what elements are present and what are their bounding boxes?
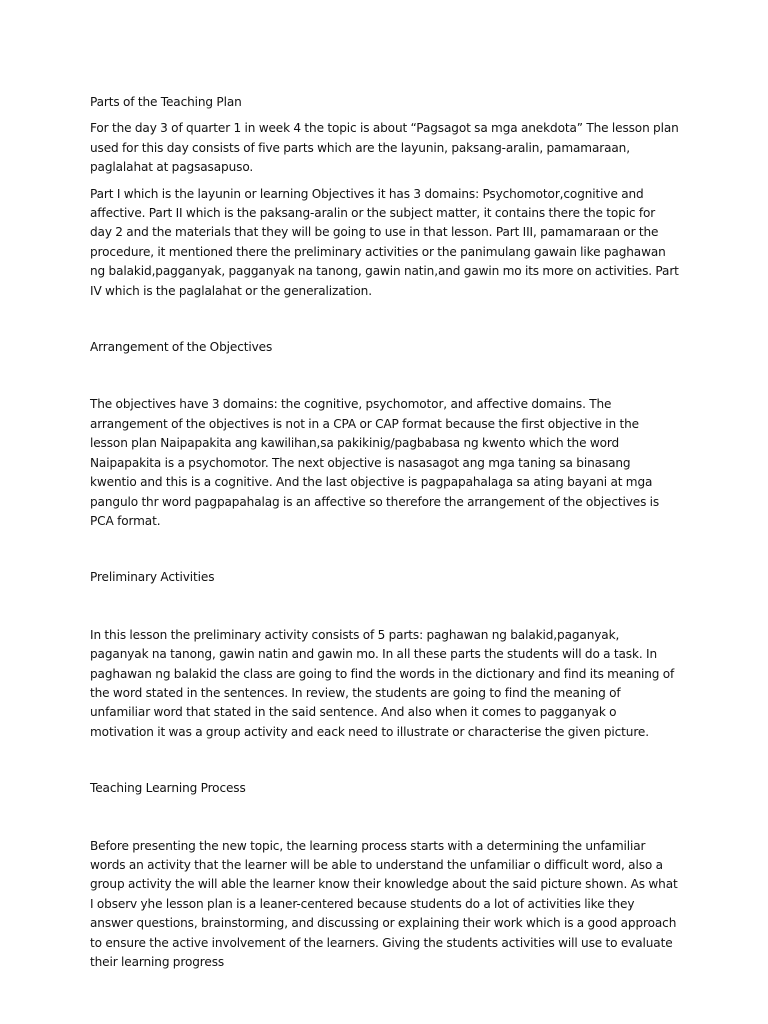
- arrangement-paragraph: The objectives have 3 domains: the cognitive, psychomotor, and affective domains. The arrangement of the objectives is not in a CPA or CAP format because the first objective in the lesson plan Naipapakita ang kawilihan,sa pakikinig/pagbabasa ng kwento which the word Naipapakita is a psychomotor. The next objective is nasasagot ang mga taning sa binasang kwentio and this is a cognitive. And the last objective is pagpapahalaga sa ating bayani at mga pangulo thr word pagpapahalag is an affective so therefore the arrangement of the objectives is PCA format.: [90, 397, 660, 528]
- document-body: [90, 93, 680, 979]
- intro-paragraph: For the day 3 of quarter 1 in week 4 the topic is about “Pagsagot sa mga anekdota” The lesson plan used for this day consists of five parts which are the layunin, paksang-aralin, pamamaraan, paglalahat at pagsasapuso.: [90, 121, 679, 175]
- parts-paragraph: Part I which is the layunin or learning Objectives it has 3 domains: Psychomotor,cognitive and affective. Part II which is the paksang-aralin or the subject matter, it contains there the topic for day 2 and the materials that they will be going to use in that lesson. Part III, pamamaraan or the procedure, it mentioned there the preliminary activities or the panimulang gawain like paghawan ng balakid,pagganyak, pagganyak na tanong, gawin natin,and gawin mo its more on activities. Part IV which is the paglalahat or the generalization.: [90, 186, 679, 298]
- teaching-paragraph: Before presenting the new topic, the learning process starts with a determining the unfamiliar words an activity that the learner will be able to understand the unfamiliar o difficult word, also a group activity the will able the learner know their knowledge about the said picture shown. As what I observ yhe lesson plan is a leaner-centered because students do a lot of activities like they answer questions, brainstorming, and discussing or explaining their work which is a good approach to ensure the active involvement of the learners. Giving the students activities will use to evaluate their learning progress: [90, 838, 678, 969]
- preliminary-paragraph: In this lesson the preliminary activity consists of 5 parts: paghawan ng balakid,paganyak, paganyak na tanong, gawin natin and gawin mo. In all these parts the students will do a task. In paghawan ng balakid the class are going to find the words in the dictionary and find its meaning of the word stated in the sentences. In review, the students are going to find the meaning of unfamiliar word that stated in the said sentence. And also when it comes to pagganyak o motivation it was a group activity and eack need to illustrate or characterise the given picture.: [90, 627, 675, 739]
- document-title: Parts of the Teaching Plan: [90, 95, 242, 109]
- teaching-heading: Teaching Learning Process: [90, 781, 246, 796]
- preliminary-heading: Preliminary Activities: [90, 570, 215, 585]
- arrangement-heading: Arrangement of the Objectives: [90, 340, 273, 355]
